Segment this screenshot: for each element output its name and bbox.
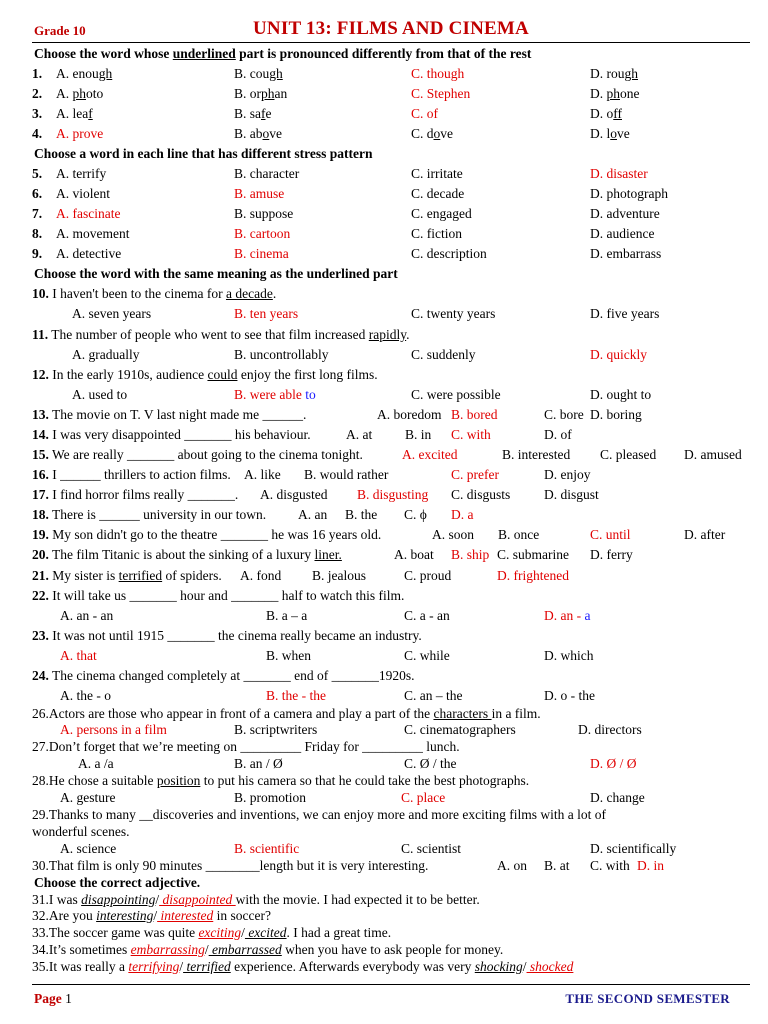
question-row: 5. A. terrify B. character C. irritate D. disaster (32, 166, 648, 181)
question-row: 15. We are really _______ about going to the cinema tonight. A. excited B. interested C. pleased D. amused (32, 447, 742, 462)
question-row: 2. A. photo B. orphan C. Stephen D. phone (32, 86, 640, 101)
section-heading: Choose the correct adjective. (34, 875, 201, 890)
question-options: A. seven years B. ten years C. twenty years D. five years (72, 306, 660, 321)
page-header (32, 18, 750, 43)
question-stem: 10. I haven't been to the cinema for a decade. (32, 286, 277, 301)
question-row: 20. The film Titanic is about the sinking of a luxury liner. A. boat B. ship C. submarine D. ferry (32, 547, 633, 562)
question-row: 33.The soccer game was quite exciting/ excited. I had a great time. (32, 925, 392, 940)
question-stem: 26.Actors are those who appear in front of a camera and play a part of the characters in a film. (32, 706, 541, 721)
question-options: A. used to B. were able to C. were possible D. ought to (72, 387, 652, 402)
question-row: 7. A. fascinate B. suppose C. engaged D. adventure (32, 206, 660, 221)
question-options: A. a /a B. an / Ø C. Ø / the D. Ø / Ø (78, 756, 637, 771)
question-row: 18. There is ______ university in our town. A. an B. the C. ϕ D. a (32, 507, 474, 522)
question-options: A. gradually B. uncontrollably C. suddenly D. quickly (72, 347, 647, 362)
question-options: A. the - o B. the - the C. an – the D. o - the (60, 688, 595, 703)
question-stem: 24. The cinema changed completely at _______ end of _______1920s. (32, 668, 415, 683)
section-heading: Choose the word with the same meaning as the underlined part (34, 266, 398, 281)
question-row: 30.That film is only 90 minutes ________length but it is very interesting. A. on B. at C. with D. in (32, 858, 664, 873)
question-row: 14. I was very disappointed _______ his behaviour. A. at B. in C. with D. of (32, 427, 572, 442)
section-heading: Choose the word whose underlined part is pronounced differently from that of the rest (34, 46, 532, 61)
question-row: 13. The movie on T. V last night made me ______. A. boredom B. bored C. bore D. boring (32, 407, 642, 422)
question-options: A. science B. scientific C. scientist D. scientifically (60, 841, 677, 856)
semester-label: THE SECOND SEMESTER (565, 991, 730, 1006)
question-row: 3. A. leaf B. safe C. of D. off (32, 106, 622, 121)
question-options: A. persons in a film B. scriptwriters C. cinematographers D. directors (60, 722, 642, 737)
question-options: A. an - an B. a – a C. a - an D. an - a (60, 608, 591, 623)
question-row: 19. My son didn't go to the theatre _______ he was 16 years old. A. soon B. once C. until D. after (32, 527, 726, 542)
question-row: 9. A. detective B. cinema C. description D. embarrass (32, 246, 662, 261)
question-stem: wonderful scenes. (32, 824, 130, 839)
question-row: 21. My sister is terrified of spiders. A. fond B. jealous C. proud D. frightened (32, 568, 569, 583)
question-stem: 27.Don’t forget that we’re meeting on _________ Friday for _________ lunch. (32, 739, 460, 754)
question-stem: 11. The number of people who went to see that film increased rapidly. (32, 327, 410, 342)
question-options: A. that B. when C. while D. which (60, 648, 594, 663)
question-row: 32.Are you interesting/ interested in soccer? (32, 908, 271, 923)
page-number: Page 1 (34, 991, 72, 1006)
question-row: 35.It was really a terrifying/ terrified experience. Afterwards everybody was very shocking/ shocked (32, 959, 574, 974)
question-row: 34.It’s sometimes embarrassing/ embarrassed when you have to ask people for money. (32, 942, 504, 957)
page-footer (32, 984, 750, 1015)
question-row: 17. I find horror films really _______. A. disgusted B. disgusting C. disgusts D. disgust (32, 487, 599, 502)
question-row: 1. A. enough B. cough C. though D. rough (32, 66, 638, 81)
question-stem: 29.Thanks to many __discoveries and inventions, we can enjoy more and more exciting films with a lot of (32, 807, 606, 822)
section-heading: Choose a word in each line that has different stress pattern (34, 146, 373, 161)
question-stem: 12. In the early 1910s, audience could enjoy the first long films. (32, 367, 378, 382)
question-stem: 23. It was not until 1915 _______ the cinema really became an industry. (32, 628, 422, 643)
question-stem: 28.He chose a suitable position to put his camera so that he could take the best photographs. (32, 773, 530, 788)
question-row: 31.I was disappointing/ disappointed with the movie. I had expected it to be better. (32, 892, 480, 907)
grade-label: Grade 10 (34, 23, 86, 38)
question-stem: 22. It will take us _______ hour and _______ half to watch this film. (32, 588, 405, 603)
question-row: 16. I ______ thrillers to action films. A. like B. would rather C. prefer D. enjoy (32, 467, 591, 482)
question-row: 8. A. movement B. cartoon C. fiction D. audience (32, 226, 655, 241)
unit-title: UNIT 13: FILMS AND CINEMA (253, 18, 529, 39)
question-options: A. gesture B. promotion C. place D. change (60, 790, 645, 805)
question-row: 6. A. violent B. amuse C. decade D. photograph (32, 186, 668, 201)
question-row: 4. A. prove B. above C. dove D. love (32, 126, 630, 141)
